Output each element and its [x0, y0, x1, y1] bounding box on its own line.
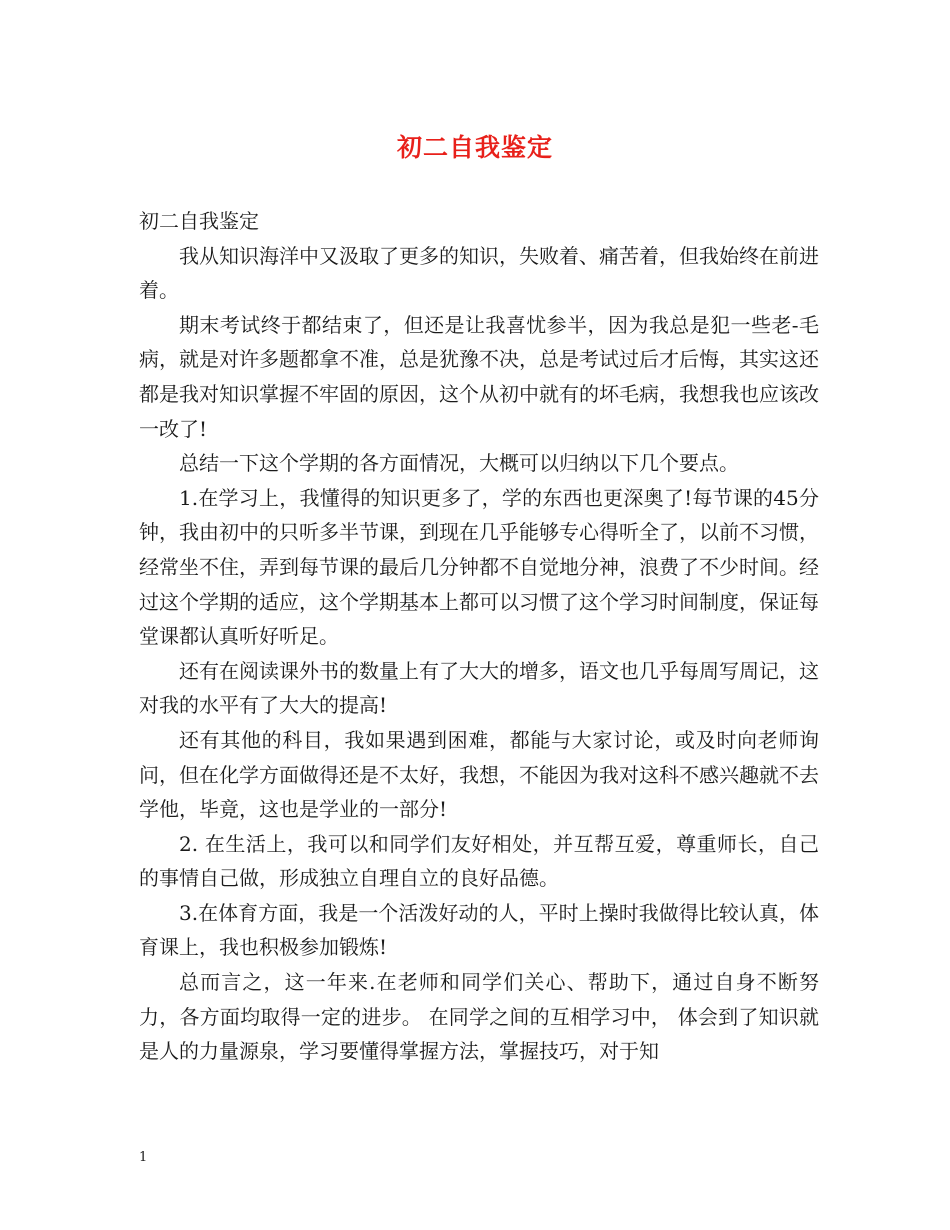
document-body	[139, 204, 819, 1069]
paragraph: 初二自我鉴定	[139, 209, 259, 233]
paragraph: 3.在体育方面，我是一个活泼好动的人，平时上操时我做得比较认真，体育课上，我也积极参加锻炼!	[139, 900, 819, 960]
paragraph: 2. 在生活上，我可以和同学们友好相处，并互帮互爱，尊重师长，自己的事情自己做，形成独立自理自立的良好品德。	[139, 831, 819, 891]
page-number: 1	[139, 1150, 148, 1165]
paragraph: 期末考试终于都结束了，但还是让我喜忧参半，因为我总是犯一些老-毛病，就是对许多题都拿不准，总是犹豫不决，总是考试过后才后悔，其实这还都是我对知识掌握不牢固的原因，这个从初中就有的坏毛病，我想我也应该改一改了!	[139, 312, 819, 441]
document-title: 初二自我鉴定	[396, 133, 553, 162]
paragraph: 1.在学习上，我懂得的知识更多了，学的东西也更深奥了!每节课的45分钟，我由初中的只听多半节课，到现在几乎能够专心得听全了，以前不习惯，经常坐不住，弄到每节课的最后几分钟都不自觉地分神，浪费了不少时间。经过这个学期的适应，这个学期基本上都可以习惯了这个学习时间制度，保证每堂课都认真听好听足。	[139, 485, 819, 649]
paragraph: 总结一下这个学期的各方面情况，大概可以归纳以下几个要点。	[179, 451, 739, 476]
paragraph: 总而言之，这一年来.在老师和同学们关心、帮助下，通过自身不断努力，各方面均取得一定的进步。 在同学之间的互相学习中， 体会到了知识就是人的力量源泉，学习要懂得掌握方法，掌握技巧，对于知	[139, 970, 819, 1064]
paragraph: 还有其他的科目，我如果遇到困难，都能与大家讨论，或及时向老师询问，但在化学方面做得还是不太好，我想，不能因为我对这科不感兴趣就不去学他，毕竟，这也是学业的一部分!	[139, 727, 819, 822]
paragraph: 我从知识海洋中又汲取了更多的知识，失败着、痛苦着，但我始终在前进着。	[139, 243, 819, 303]
paragraph: 还有在阅读课外书的数量上有了大大的增多，语文也几乎每周写周记，这对我的水平有了大大的提高!	[139, 658, 819, 718]
